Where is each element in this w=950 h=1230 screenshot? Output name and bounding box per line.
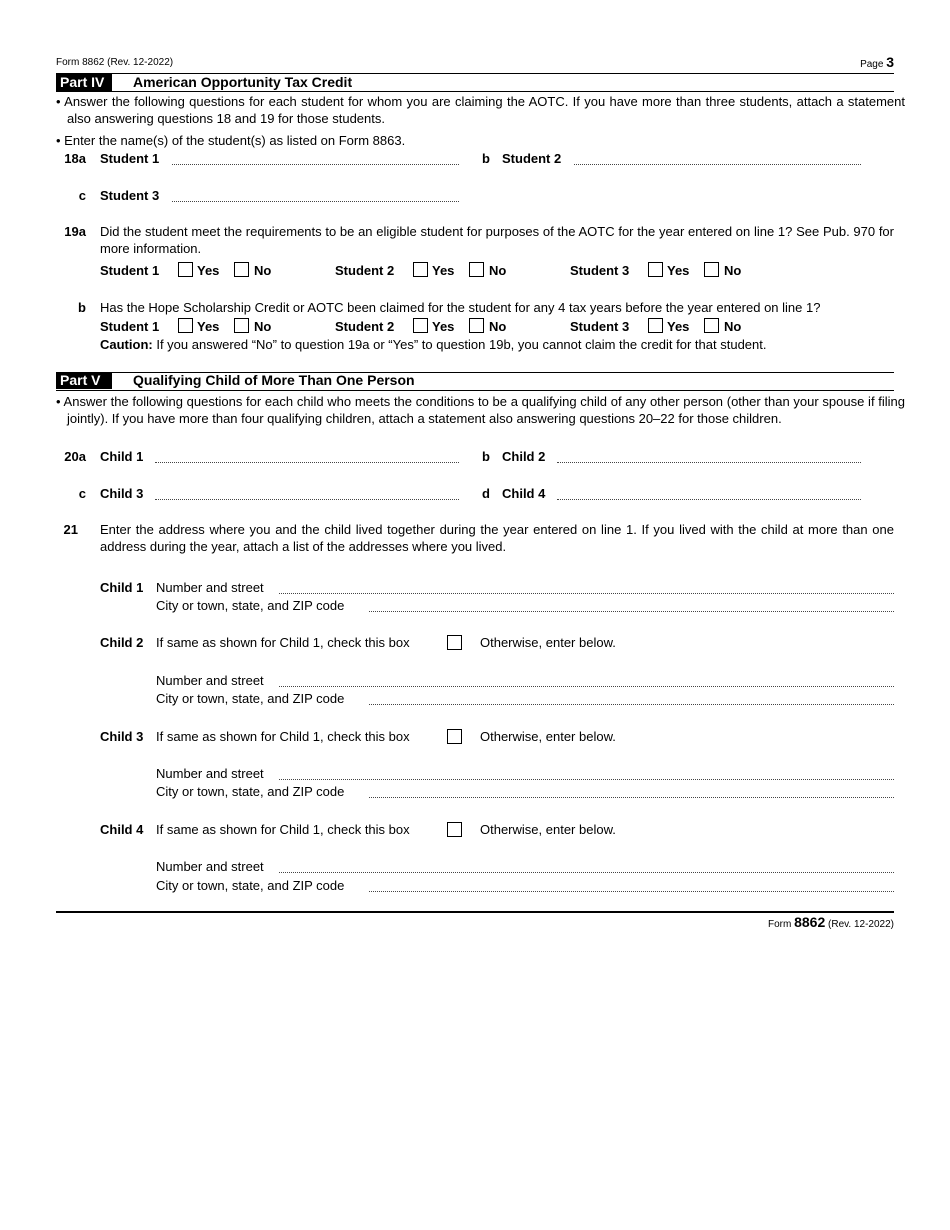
line-19a-question: Did the student meet the requirements to be an eligible student for purposes of the AOTC for the year entered on line 1? See Pub. 970 for more information. xyxy=(100,224,894,256)
child-4-name-field[interactable] xyxy=(557,499,861,500)
line-18c-number: c xyxy=(78,188,86,203)
address-child-1-label: Child 1 xyxy=(100,580,144,595)
child-2-otherwise-text: Otherwise, enter below. xyxy=(480,635,616,650)
line-20d-number: d xyxy=(482,486,490,501)
child-4-same-text: If same as shown for Child 1, check this box xyxy=(156,822,410,837)
part-v-label: Part V xyxy=(56,372,112,389)
q19a-student-1-yes-checkbox[interactable] xyxy=(178,262,193,277)
child-3-otherwise-text: Otherwise, enter below. xyxy=(480,729,616,744)
child-4-street-field[interactable] xyxy=(279,872,894,873)
q19a-student-2-label: Student 2 xyxy=(335,263,395,278)
child-3-label: Child 3 xyxy=(100,486,144,501)
student-1-label: Student 1 xyxy=(100,151,160,166)
child-2-street-label: Number and street xyxy=(156,673,264,688)
q19b-student-2-no-label: No xyxy=(489,319,507,334)
child-3-city-label: City or town, state, and ZIP code xyxy=(156,784,345,799)
footer-form-number: 8862 xyxy=(794,914,826,930)
child-2-street-field[interactable] xyxy=(279,686,894,687)
footer-form-id xyxy=(768,914,894,930)
part-v-rule xyxy=(56,390,894,391)
page-number: 3 xyxy=(886,54,894,70)
q19b-student-2-label: Student 2 xyxy=(335,319,395,334)
q19b-student-3-no-checkbox[interactable] xyxy=(704,318,719,333)
caution-label: Caution: xyxy=(100,337,153,352)
child-2-same-checkbox[interactable] xyxy=(447,635,462,650)
q19a-student-1-label: Student 1 xyxy=(100,263,160,278)
q19b-student-3-yes-checkbox[interactable] xyxy=(648,318,663,333)
q19b-student-2-yes-checkbox[interactable] xyxy=(413,318,428,333)
q19a-student-1-no-label: No xyxy=(254,263,272,278)
line-19a-number: 19a xyxy=(64,224,86,239)
form-revision: Form 8862 (Rev. 12-2022) xyxy=(56,57,174,68)
part-v-instructions: • Answer the following questions for each child who meets the conditions to be a qualifying child of any other person (other than your spouse if filing jointly). If you have more than four qualifying children, attach a statement also answering questions 20–22 for those children. xyxy=(56,394,905,426)
child-2-city-label: City or town, state, and ZIP code xyxy=(156,691,345,706)
child-3-same-checkbox[interactable] xyxy=(447,729,462,744)
student-3-label: Student 3 xyxy=(100,188,160,203)
q19b-student-1-yes-checkbox[interactable] xyxy=(178,318,193,333)
q19a-student-2-yes-label: Yes xyxy=(432,263,455,278)
q19a-student-1-no-checkbox[interactable] xyxy=(234,262,249,277)
line-18a-number: 18a xyxy=(64,151,86,166)
student-3-name-field[interactable] xyxy=(172,201,459,202)
child-3-street-label: Number and street xyxy=(156,766,264,781)
address-child-3-label: Child 3 xyxy=(100,729,144,744)
child-2-same-text: If same as shown for Child 1, check this box xyxy=(156,635,410,650)
line-19b-question: Has the Hope Scholarship Credit or AOTC been claimed for the student for any 4 tax years before the year entered on line 1? xyxy=(100,300,821,315)
q19a-student-3-label: Student 3 xyxy=(570,263,630,278)
student-2-name-field[interactable] xyxy=(574,164,861,165)
part-iv-instructions: • Answer the following questions for each student for whom you are claiming the AOTC. If you have more than three students, attach a statement also answering questions 18 and 19 for those students. xyxy=(56,94,905,126)
footer-form-rev: (Rev. 12-2022) xyxy=(828,919,894,930)
part-v-title: Qualifying Child of More Than One Person xyxy=(133,372,415,388)
footer-form-word: Form xyxy=(767,919,792,930)
line-20a-number: 20a xyxy=(64,449,86,464)
line-20b-number: b xyxy=(482,449,490,464)
q19b-student-1-label: Student 1 xyxy=(100,319,160,334)
child-4-otherwise-text: Otherwise, enter below. xyxy=(480,822,616,837)
student-1-name-field[interactable] xyxy=(172,164,459,165)
address-child-4-label: Child 4 xyxy=(100,822,144,837)
line-21-instructions: Enter the address where you and the child lived together during the year entered on line 1. If you lived with the child at more than one address during the year, attach a list of the addresses where you lived. xyxy=(100,522,894,554)
page-indicator xyxy=(860,54,894,70)
child-2-name-field[interactable] xyxy=(557,462,861,463)
page-label: Page xyxy=(860,59,884,70)
child-1-name-field[interactable] xyxy=(155,462,459,463)
line-19b-number: b xyxy=(78,300,86,315)
child-1-city-label: City or town, state, and ZIP code xyxy=(156,598,345,613)
q19a-student-3-no-checkbox[interactable] xyxy=(704,262,719,277)
child-3-name-field[interactable] xyxy=(155,499,459,500)
part-iv-label: Part IV xyxy=(56,74,112,91)
child-4-street-label: Number and street xyxy=(156,859,264,874)
caution-text: If you answered “No” to question 19a or “Yes” to question 19b, you cannot claim the credit for that student. xyxy=(152,337,767,352)
q19a-student-3-no-label: No xyxy=(724,263,742,278)
child-4-city-label: City or town, state, and ZIP code xyxy=(156,878,345,893)
line-20c-number: c xyxy=(78,486,86,501)
q19b-student-2-no-checkbox[interactable] xyxy=(469,318,484,333)
part-iv-rule xyxy=(56,91,894,92)
student-2-label: Student 2 xyxy=(502,151,562,166)
line-21-number: 21 xyxy=(63,522,78,537)
q19a-student-1-yes-label: Yes xyxy=(197,263,220,278)
child-4-label: Child 4 xyxy=(502,486,546,501)
q19b-student-3-no-label: No xyxy=(724,319,742,334)
q19b-student-1-no-checkbox[interactable] xyxy=(234,318,249,333)
q19a-student-3-yes-checkbox[interactable] xyxy=(648,262,663,277)
child-3-city-field[interactable] xyxy=(369,797,894,798)
child-2-label: Child 2 xyxy=(502,449,546,464)
q19b-student-2-yes-label: Yes xyxy=(432,319,455,334)
q19a-student-2-no-checkbox[interactable] xyxy=(469,262,484,277)
q19a-student-2-yes-checkbox[interactable] xyxy=(413,262,428,277)
caution-note xyxy=(100,336,766,353)
child-3-same-text: If same as shown for Child 1, check this box xyxy=(156,729,410,744)
child-1-label: Child 1 xyxy=(100,449,144,464)
child-3-street-field[interactable] xyxy=(279,779,894,780)
child-2-city-field[interactable] xyxy=(369,704,894,705)
line-18b-number: b xyxy=(482,151,490,166)
q19a-student-3-yes-label: Yes xyxy=(667,263,690,278)
address-child-2-label: Child 2 xyxy=(100,635,144,650)
child-1-street-field[interactable] xyxy=(279,593,894,594)
part-iv-enter-names: • Enter the name(s) of the student(s) as listed on Form 8863. xyxy=(56,133,406,148)
child-4-city-field[interactable] xyxy=(369,891,894,892)
q19b-student-3-yes-label: Yes xyxy=(667,319,690,334)
q19a-student-2-no-label: No xyxy=(489,263,507,278)
q19b-student-1-yes-label: Yes xyxy=(197,319,220,334)
child-1-city-field[interactable] xyxy=(369,611,894,612)
part-iv-title: American Opportunity Tax Credit xyxy=(133,74,353,90)
child-1-street-label: Number and street xyxy=(156,580,264,595)
footer-rule xyxy=(56,911,894,913)
q19b-student-3-label: Student 3 xyxy=(570,319,630,334)
q19b-student-1-no-label: No xyxy=(254,319,272,334)
child-4-same-checkbox[interactable] xyxy=(447,822,462,837)
